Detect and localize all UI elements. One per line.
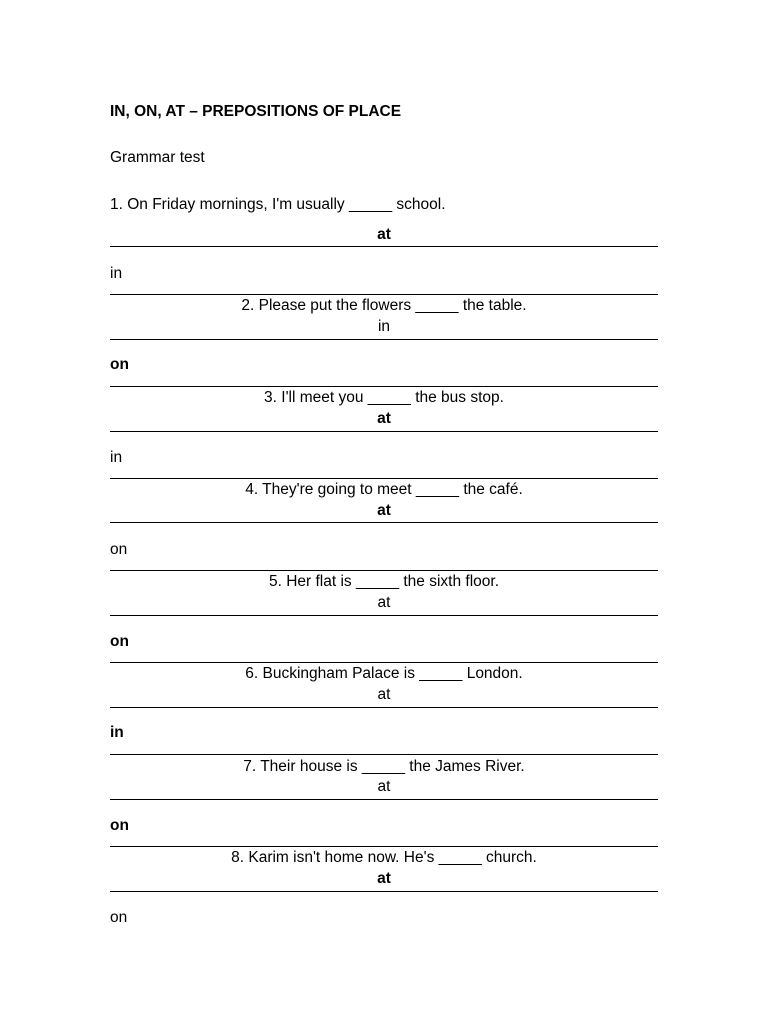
- question-3-option-a: at: [377, 410, 391, 427]
- divider-line: [110, 846, 658, 847]
- document-page: [110, 0, 658, 1024]
- question-8-option-a: at: [377, 870, 391, 887]
- divider-line: [110, 522, 658, 523]
- divider-line: [110, 386, 658, 387]
- question-6-option-a: at: [377, 686, 391, 703]
- divider-line: [110, 294, 658, 295]
- question-5-option-b: on: [110, 633, 129, 650]
- divider-line: [110, 570, 658, 571]
- question-4-text: 4. They're going to meet _____ the café.: [245, 481, 523, 498]
- divider-line: [110, 662, 658, 663]
- question-5-option-a: at: [377, 594, 391, 611]
- page-title: IN, ON, AT – PREPOSITIONS OF PLACE: [110, 103, 402, 120]
- question-3-text: 3. I'll meet you _____ the bus stop.: [264, 389, 504, 406]
- divider-line: [110, 707, 658, 708]
- question-2-text: 2. Please put the flowers _____ the table.: [241, 297, 527, 314]
- question-1-option-b: in: [110, 265, 123, 282]
- question-4-option-a: at: [377, 502, 391, 519]
- divider-line: [110, 799, 658, 800]
- question-7-option-b: on: [110, 817, 129, 834]
- divider-line: [110, 754, 658, 755]
- question-3-option-b: in: [110, 449, 123, 466]
- divider-line: [110, 339, 658, 340]
- divider-line: [110, 431, 658, 432]
- divider-line: [110, 478, 658, 479]
- question-1-option-a: at: [377, 226, 391, 243]
- question-7-text: 7. Their house is _____ the James River.: [243, 758, 525, 775]
- question-4-option-b: on: [110, 541, 128, 558]
- question-1-text: 1. On Friday mornings, I'm usually _____ school.: [110, 196, 446, 213]
- divider-line: [110, 615, 658, 616]
- question-8-option-b: on: [110, 909, 128, 926]
- question-7-option-a: at: [377, 778, 391, 795]
- question-8-text: 8. Karim isn't home now. He's _____ church.: [231, 849, 537, 866]
- question-2-option-a: in: [377, 318, 391, 335]
- question-6-text: 6. Buckingham Palace is _____ London.: [245, 665, 523, 682]
- question-5-text: 5. Her flat is _____ the sixth floor.: [268, 573, 500, 590]
- page-subtitle: Grammar test: [110, 149, 205, 166]
- divider-line: [110, 891, 658, 892]
- question-2-option-b: on: [110, 356, 129, 373]
- divider-line: [110, 246, 658, 247]
- question-6-option-b: in: [110, 724, 124, 741]
